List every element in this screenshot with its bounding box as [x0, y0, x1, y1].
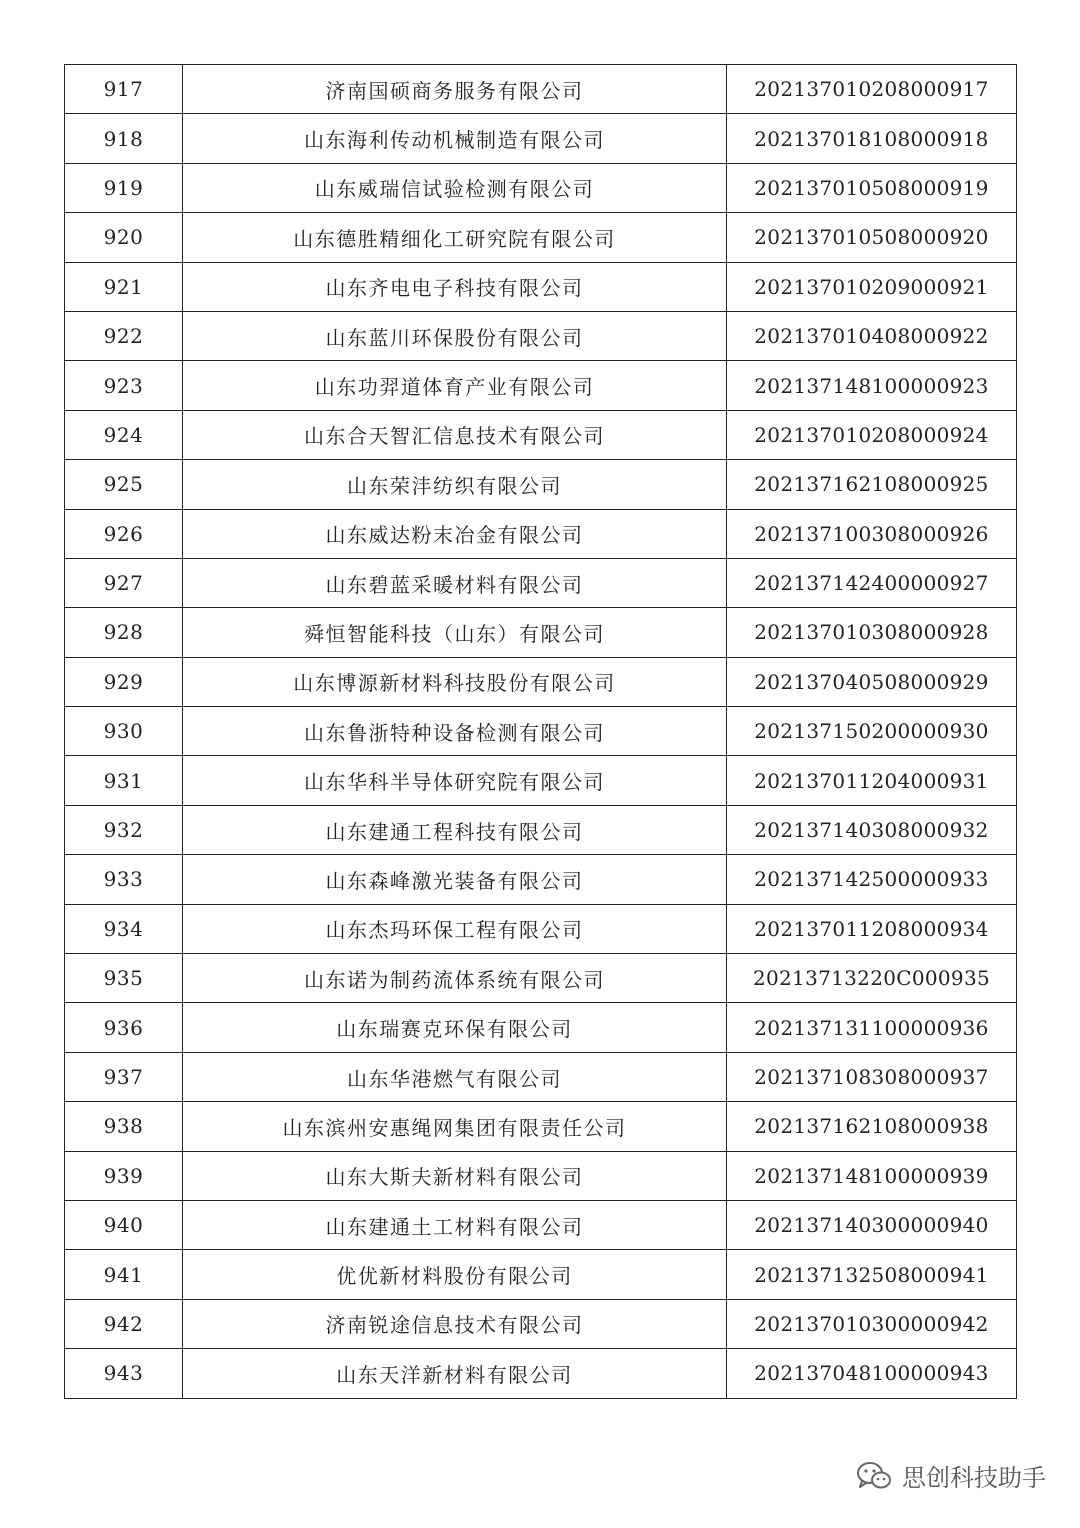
table-row	[65, 1151, 1017, 1200]
row-number: 932	[65, 805, 183, 854]
table-row	[65, 1200, 1017, 1249]
table-row	[65, 65, 1017, 114]
company-name: 山东天洋新材料有限公司	[183, 1349, 727, 1398]
registration-code: 202137010508000919	[727, 163, 1017, 212]
row-number: 917	[65, 65, 183, 114]
row-number: 934	[65, 904, 183, 953]
row-number: 933	[65, 855, 183, 904]
row-number: 924	[65, 410, 183, 459]
registration-code: 202137010208000924	[727, 410, 1017, 459]
row-number: 926	[65, 509, 183, 558]
company-name: 山东德胜精细化工研究院有限公司	[183, 213, 727, 262]
registration-code: 202137108308000937	[727, 1052, 1017, 1101]
registration-code: 202137010300000942	[727, 1299, 1017, 1348]
table-row	[65, 1102, 1017, 1151]
row-number: 928	[65, 608, 183, 657]
row-number: 943	[65, 1349, 183, 1398]
registration-code: 202137100308000926	[727, 509, 1017, 558]
registration-code: 202137162108000925	[727, 460, 1017, 509]
company-name: 山东海利传动机械制造有限公司	[183, 114, 727, 163]
registration-code: 202137010208000917	[727, 65, 1017, 114]
company-name: 山东蓝川环保股份有限公司	[183, 311, 727, 360]
table-row	[65, 114, 1017, 163]
registration-code: 202137132508000941	[727, 1250, 1017, 1299]
company-name: 山东合天智汇信息技术有限公司	[183, 410, 727, 459]
table-row	[65, 460, 1017, 509]
registration-code: 202137010408000922	[727, 311, 1017, 360]
row-number: 925	[65, 460, 183, 509]
table-row	[65, 855, 1017, 904]
company-name: 山东建通土工材料有限公司	[183, 1200, 727, 1249]
table-row	[65, 509, 1017, 558]
company-name: 山东诺为制药流体系统有限公司	[183, 954, 727, 1003]
company-name: 优优新材料股份有限公司	[183, 1250, 727, 1299]
row-number: 922	[65, 311, 183, 360]
table-row	[65, 1003, 1017, 1052]
registration-code: 202137011204000931	[727, 756, 1017, 805]
company-name: 山东瑞赛克环保有限公司	[183, 1003, 727, 1052]
row-number: 929	[65, 657, 183, 706]
table-row	[65, 1250, 1017, 1299]
registration-code: 202137162108000938	[727, 1102, 1017, 1151]
company-list-table	[64, 64, 1017, 1399]
company-name: 山东威达粉末冶金有限公司	[183, 509, 727, 558]
company-name: 山东荣沣纺织有限公司	[183, 460, 727, 509]
registration-code: 202137148100000939	[727, 1151, 1017, 1200]
watermark-text: 思创科技助手	[902, 1464, 1046, 1492]
row-number: 918	[65, 114, 183, 163]
table-row	[65, 1299, 1017, 1348]
row-number: 930	[65, 707, 183, 756]
row-number: 920	[65, 213, 183, 262]
company-name: 济南锐途信息技术有限公司	[183, 1299, 727, 1348]
row-number: 921	[65, 262, 183, 311]
company-name: 舜恒智能科技（山东）有限公司	[183, 608, 727, 657]
table-row	[65, 1052, 1017, 1101]
row-number: 941	[65, 1250, 183, 1299]
company-name: 山东鲁浙特种设备检测有限公司	[183, 707, 727, 756]
table-row	[65, 311, 1017, 360]
table-row	[65, 262, 1017, 311]
registration-code: 202137018108000918	[727, 114, 1017, 163]
wechat-icon	[856, 1461, 892, 1491]
company-name: 济南国硕商务服务有限公司	[183, 65, 727, 114]
row-number: 927	[65, 558, 183, 607]
table-row	[65, 410, 1017, 459]
registration-code: 20213713220C000935	[727, 954, 1017, 1003]
registration-code: 202137140308000932	[727, 805, 1017, 854]
company-name: 山东华港燃气有限公司	[183, 1052, 727, 1101]
registration-code: 202137150200000930	[727, 707, 1017, 756]
registration-code: 202137010508000920	[727, 213, 1017, 262]
table-row	[65, 1349, 1017, 1398]
table-row	[65, 756, 1017, 805]
registration-code: 202137010209000921	[727, 262, 1017, 311]
row-number: 937	[65, 1052, 183, 1101]
registration-code: 202137131100000936	[727, 1003, 1017, 1052]
registration-code: 202137142400000927	[727, 558, 1017, 607]
table-row	[65, 608, 1017, 657]
row-number: 939	[65, 1151, 183, 1200]
table-row	[65, 707, 1017, 756]
company-name: 山东大斯夫新材料有限公司	[183, 1151, 727, 1200]
row-number: 931	[65, 756, 183, 805]
company-name: 山东博源新材料科技股份有限公司	[183, 657, 727, 706]
row-number: 923	[65, 361, 183, 410]
table-body	[65, 65, 1017, 1399]
table-row	[65, 954, 1017, 1003]
company-name: 山东威瑞信试验检测有限公司	[183, 163, 727, 212]
table-row	[65, 657, 1017, 706]
row-number: 938	[65, 1102, 183, 1151]
row-number: 942	[65, 1299, 183, 1348]
company-name: 山东杰玛环保工程有限公司	[183, 904, 727, 953]
row-number: 936	[65, 1003, 183, 1052]
registration-code: 202137148100000923	[727, 361, 1017, 410]
registration-code: 202137010308000928	[727, 608, 1017, 657]
company-name: 山东齐电电子科技有限公司	[183, 262, 727, 311]
table-row	[65, 213, 1017, 262]
company-name: 山东建通工程科技有限公司	[183, 805, 727, 854]
table-row	[65, 558, 1017, 607]
row-number: 940	[65, 1200, 183, 1249]
company-name: 山东滨州安惠绳网集团有限责任公司	[183, 1102, 727, 1151]
registration-code: 202137011208000934	[727, 904, 1017, 953]
registration-code: 202137140300000940	[727, 1200, 1017, 1249]
table-row	[65, 163, 1017, 212]
registration-code: 202137040508000929	[727, 657, 1017, 706]
table-row	[65, 904, 1017, 953]
watermark	[856, 1458, 1046, 1493]
company-name: 山东碧蓝采暖材料有限公司	[183, 558, 727, 607]
row-number: 935	[65, 954, 183, 1003]
table-row	[65, 361, 1017, 410]
registration-code: 202137048100000943	[727, 1349, 1017, 1398]
company-name: 山东华科半导体研究院有限公司	[183, 756, 727, 805]
company-name: 山东功羿道体育产业有限公司	[183, 361, 727, 410]
registration-code: 202137142500000933	[727, 855, 1017, 904]
row-number: 919	[65, 163, 183, 212]
table-row	[65, 805, 1017, 854]
company-name: 山东森峰激光装备有限公司	[183, 855, 727, 904]
